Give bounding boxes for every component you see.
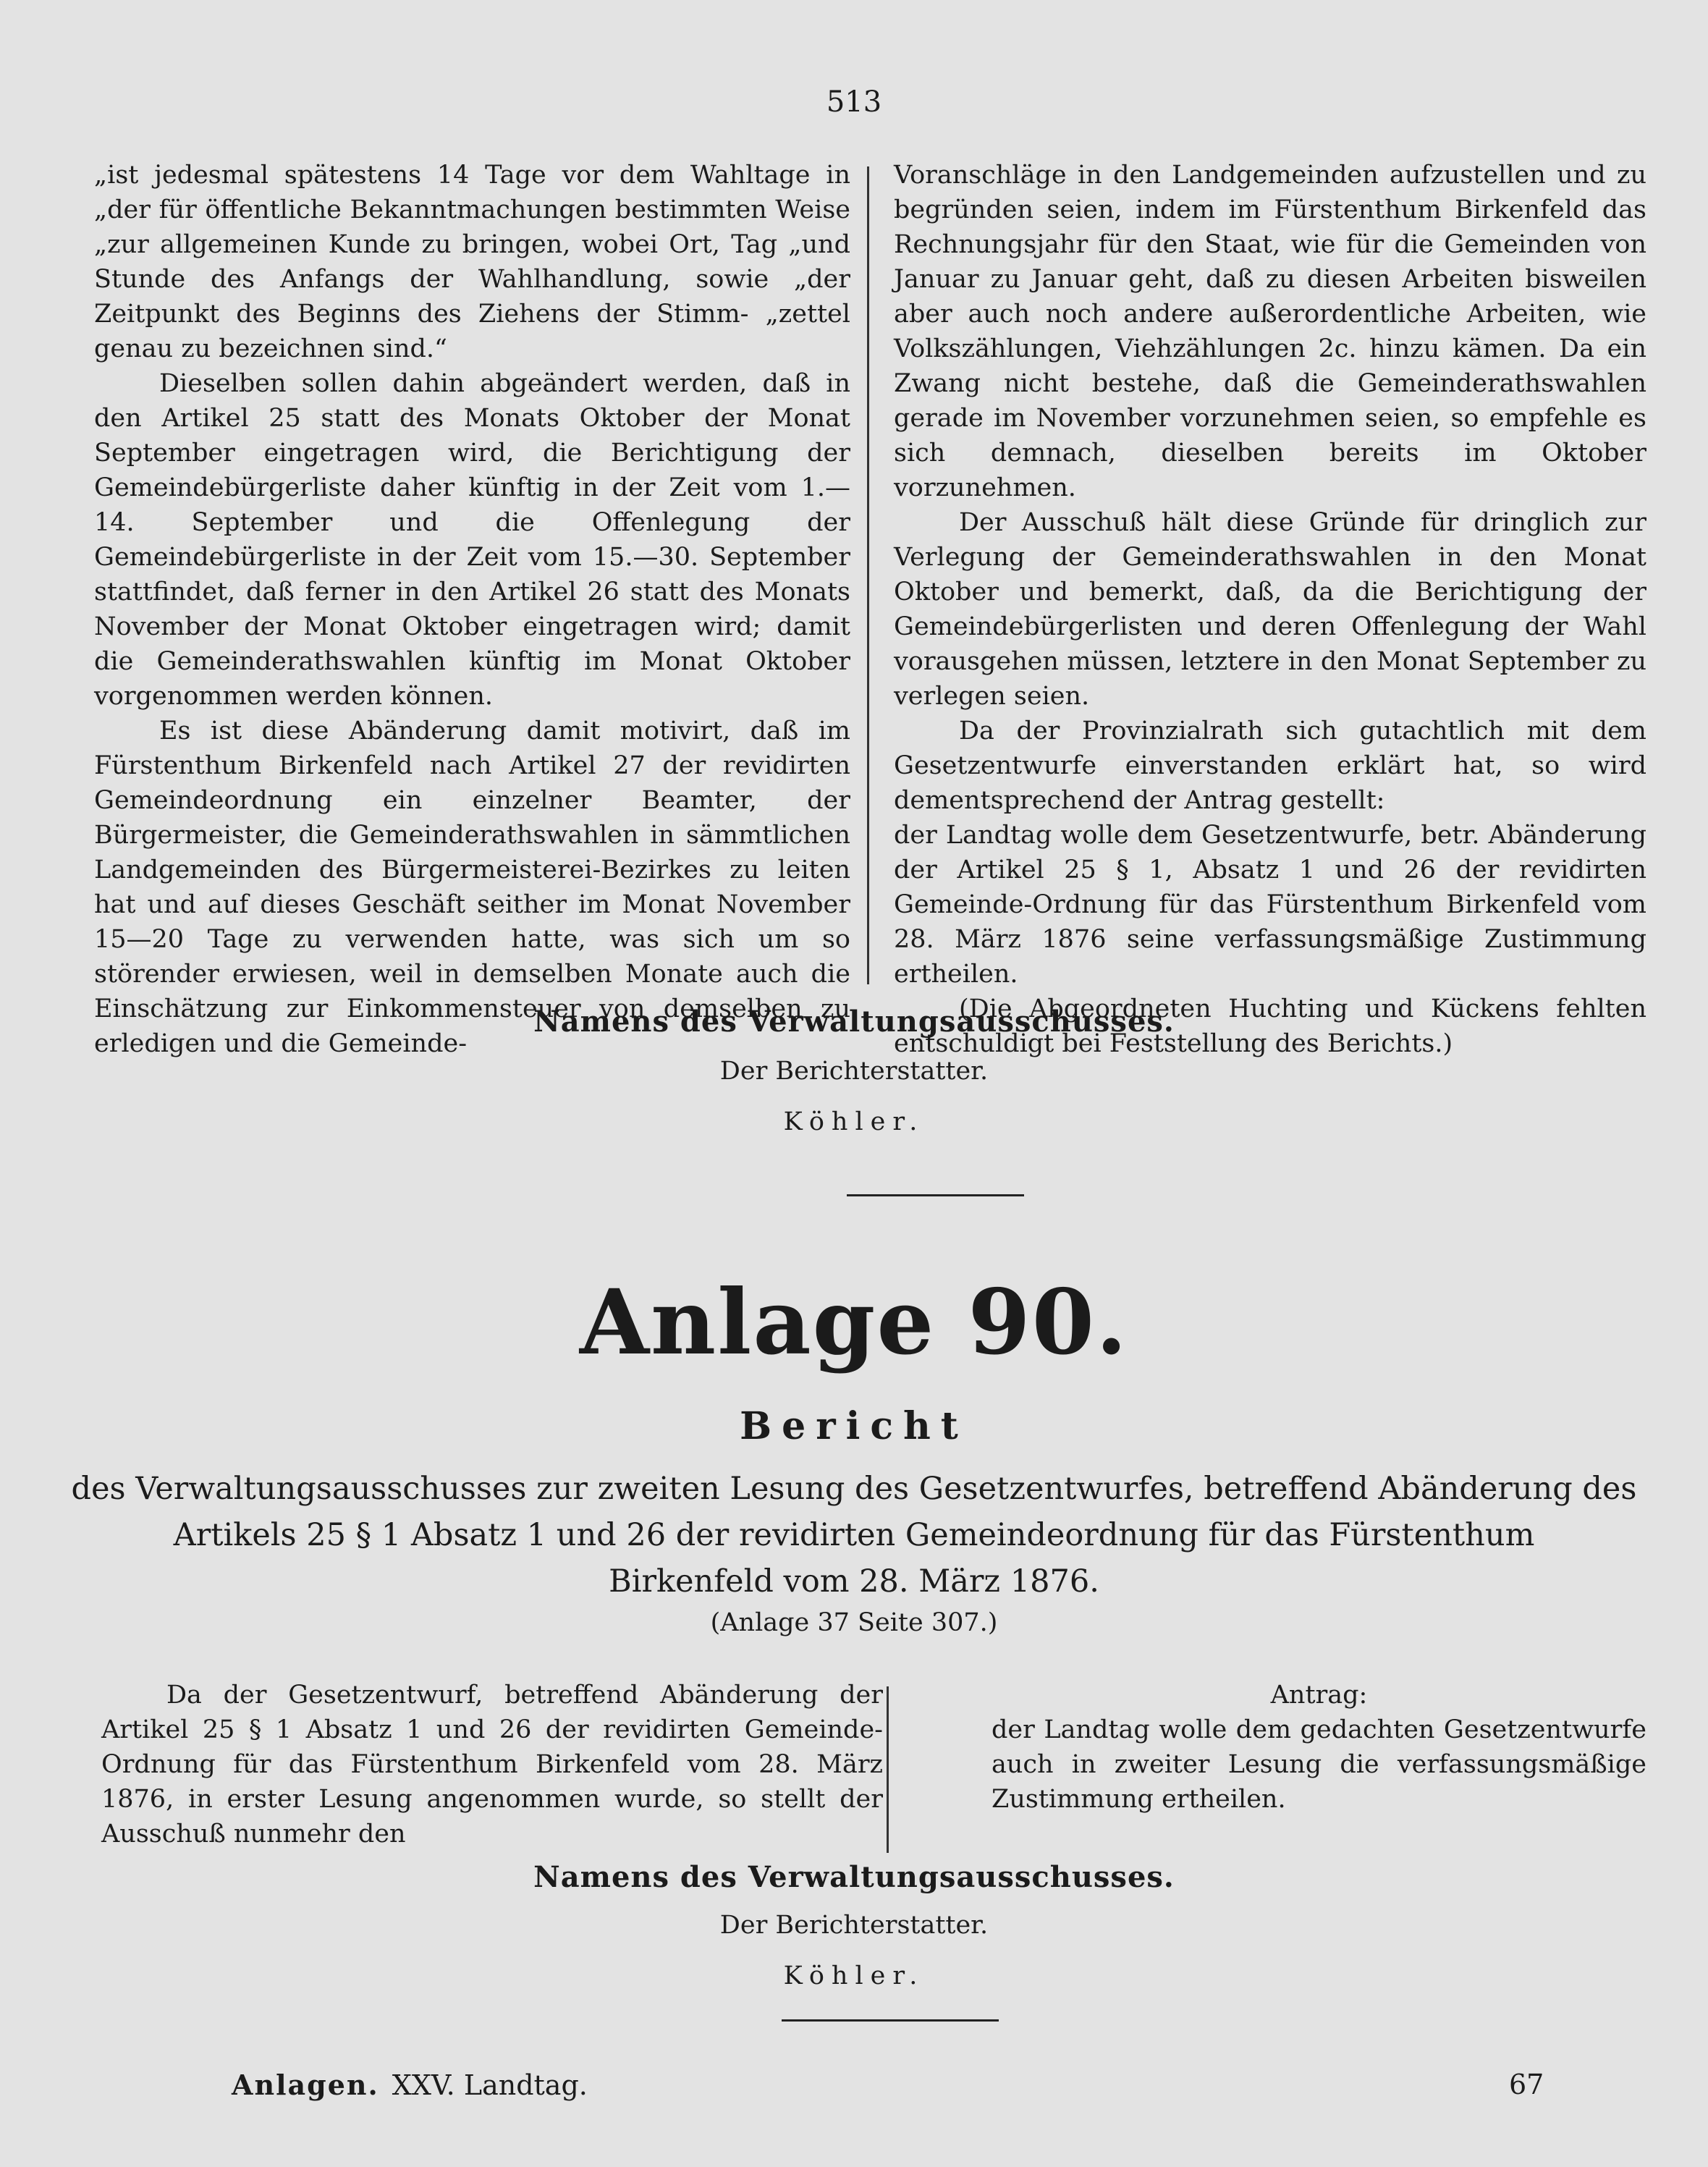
page-number: 513 [826, 85, 882, 119]
motion-text: der Landtag wolle dem gedachten Gesetzentwurfe auch in zweiter Lesung die verfassungsmäßige Zustimmung ertheilen. [992, 1715, 1646, 1814]
quote-paragraph: „ist jedesmal spätestens 14 Tage vor dem Wahltage in „der für öffentliche Bekanntmachungen bestimmten Weise „zur allgemeinen Kunde zu bringen, wobei Ort, Tag „und Stunde des Anfangs der Wahlhandlung, sowie „der Zeitpunkt des Beginns des Ziehens der Stimm- „zettel genau zu bezeichnen sind.“ [94, 161, 850, 363]
signature-committee: Namens des Verwaltungsausschusses. [533, 1005, 1175, 1039]
amendment-paragraph: Dieselben sollen dahin abgeändert werden, daß in den Artikel 25 statt des Monats Oktober der Monat September eingetragen wird, die Berichtigung der Gemeindebürgerliste daher künftig in der Zeit vom 1.—14. September und die Offenlegung der Gemeindebürgerliste in der Zeit vom 15.—30. September stattfindet, daß ferner in den Artikel 26 statt des Monats November der Monat Oktober eingetragen wird; damit die Gemeinderathswahlen künftig im Monat Oktober vorgenommen werden können. [94, 369, 850, 711]
subtitle-line: Birkenfeld vom 28. März 1876. [609, 1563, 1099, 1600]
report-heading: Bericht [740, 1404, 968, 1448]
column-divider [867, 166, 869, 984]
subtitle-line: Artikels 25 § 1 Absatz 1 und 26 der revidirten Gemeindeordnung für das Fürstenthum [173, 1517, 1535, 1553]
reference-note: (Anlage 37 Seite 307.) [710, 1608, 998, 1637]
motivation-paragraph: Es ist diese Abänderung damit motivirt, daß im Fürstenthum Birkenfeld nach Artikel 27 der revidirten Gemeindeordnung ein einzelner Beamter, der Bürgermeister, die Gemeinderathswahlen in sämmtlichen Landgemeinden des Bürgermeisterei-Bezirkes zu leiten hat und auf dieses Geschäft seither im Monat November 15—20 Tage zu verwenden hatte, was sich um so störender erwiesen, weil in demselben Monate auch die Einschätzung zur Einkommensteuer von demselben zu erledigen und die Gemeinde- [94, 717, 850, 1058]
report-subtitle [0, 1466, 1708, 1605]
continuation-paragraph: Voranschläge in den Landgemeinden aufzustellen und zu begründen seien, indem im Fürstenthum Birkenfeld das Rechnungsjahr für den Staat, wie für die Gemeinden von Januar zu Januar geht, daß zu diesen Arbeiten bisweilen aber auch noch andere außerordentliche Arbeiten, wie Volkszählungen, Viehzählungen 2c. hinzu kämen. Da ein Zwang nicht bestehe, daß die Gemeinderathswahlen gerade im November vorzunehmen seien, so empfehle es sich demnach, dieselben bereits im Oktober vorzunehmen. [894, 161, 1646, 502]
provincial-council-paragraph: Da der Provinzialrath sich gutachtlich mit dem Gesetzentwurfe einverstanden erklärt hat, so wird dementsprechend der Antrag gestellt: [894, 717, 1646, 815]
bottom-right-column [992, 1678, 1646, 1817]
signature-role: Der Berichterstatter. [719, 1057, 989, 1086]
top-left-column [94, 158, 850, 1058]
signature-committee: Namens des Verwaltungsausschusses. [533, 1860, 1175, 1894]
second-reading-paragraph: Da der Gesetzentwurf, betreffend Abänderung der Artikel 25 § 1 Absatz 1 und 26 der revidirten Gemeinde-Ordnung für das Fürstenthum Birkenfeld vom 28. März 1876, in erster Lesung angenommen wurde, so stellt der Ausschuß nunmehr den [101, 1681, 883, 1849]
subtitle-line: des Verwaltungsausschusses zur zweiten Lesung des Gesetzentwurfes, betreffend Abänderung des [71, 1471, 1637, 1507]
column-divider [887, 1686, 889, 1853]
footer-left [232, 2069, 588, 2101]
bottom-left-column [101, 1678, 883, 1851]
section-divider [782, 2019, 999, 2022]
absence-note: (Die Abgeordneten Huchting und Kückens fehlten entschuldigt bei Feststellung des Berichts.) [894, 994, 1646, 1058]
footer-label: Anlagen. [232, 2069, 379, 2101]
committee-paragraph: Der Ausschuß hält diese Gründe für dringlich zur Verlegung der Gemeinderathswahlen in den Monat Oktober und bemerkt, daß, da die Berichtigung der Gemeindebürgerlisten und deren Offenlegung der Wahl vorausgehen müssen, letztere in den Monat September zu verlegen seien. [894, 508, 1646, 711]
signature-role: Der Berichterstatter. [719, 1911, 989, 1940]
section-divider [847, 1194, 1024, 1196]
footer-sheet-number: 67 [1509, 2069, 1544, 2100]
appendix-title: Anlage 90. [579, 1270, 1129, 1375]
footer-session: XXV. Landtag. [392, 2069, 588, 2101]
motion-heading: Antrag: [1270, 1681, 1368, 1710]
signature-name: Köhler. [783, 1961, 925, 1990]
signature-name: Köhler. [783, 1107, 925, 1136]
top-right-column [894, 158, 1646, 1058]
motion-text: der Landtag wolle dem Gesetzentwurfe, betr. Abänderung der Artikel 25 § 1, Absatz 1 und 26 der revidirten Gemeinde-Ordnung für das Fürstenthum Birkenfeld vom 28. März 1876 seine verfassungsmäßige Zustimmung ertheilen. [894, 821, 1646, 989]
